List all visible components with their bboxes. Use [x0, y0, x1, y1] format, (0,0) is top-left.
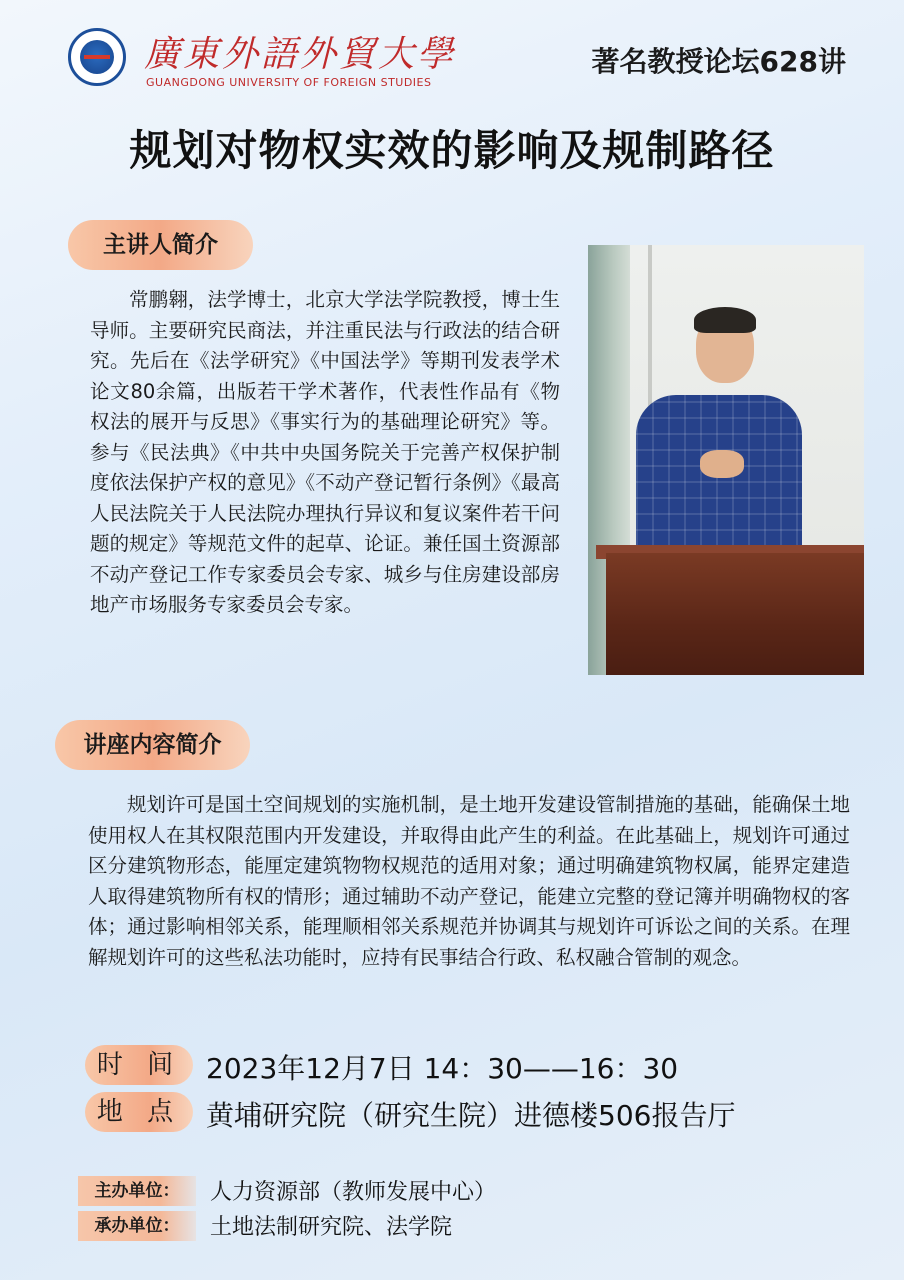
place-label: 地 点: [85, 1092, 193, 1132]
podium: [606, 553, 864, 675]
co-organizer-label: 承办单位：: [78, 1211, 196, 1241]
host-label: 主办单位：: [78, 1176, 196, 1206]
time-value: 2023年12月7日 14：30——16：30: [206, 1052, 679, 1085]
time-label: 时 间: [85, 1045, 193, 1085]
lecture-summary: 规划许可是国土空间规划的实施机制，是土地开发建设管制措施的基础，能确保土地使用权人在其权限范围内开发建设，并取得由此产生的利益。在此基础上，规划许可通过区分建筑物形态，能厘定建筑物物权规范的适用对象；通过明确建筑物权属，能界定建造人取得建筑物所有权的情形；通过辅助不动产登记，能建立完整的登记簿并明确物权的客体；通过影响相邻关系，能理顺相邻关系规范并协调其与规划许可诉讼之间的关系。在理解规划许可的这些私法功能时，应持有民事结合行政、私权融合管制的观念。: [88, 793, 850, 969]
university-name-cn: 廣東外語外貿大學: [144, 34, 457, 75]
speaker-bio: 常鹏翱，法学博士，北京大学法学院教授，博士生导师。主要研究民商法，并注重民法与行政法的结合研究。先后在《法学研究》《中国法学》等期刊发表学术论文80余篇，出版若干学术著作，代表性作品有《物权法的展开与反思》《事实行为的基础理论研究》等。参与《民法典》《中共中央国务院关于完善产权保护制度依法保护产权的意见》《不动产登记暂行条例》《最高人民法院关于人民法院办理执行异议和复议案件若干问题的规定》等规范文件的起草、论证。兼任国土资源部不动产登记工作专家委员会专家、城乡与住房建设部房地产市场服务专家委员会专家。: [90, 288, 560, 616]
host-value: 人力资源部（教师发展中心）: [210, 1180, 497, 1205]
speaker-photo: [588, 245, 864, 675]
university-logo: [60, 18, 457, 98]
forum-series: 著名教授论坛628讲: [591, 45, 846, 78]
place-value: 黄埔研究院（研究生院）进德楼506报告厅: [206, 1099, 736, 1132]
university-emblem-icon: [68, 28, 126, 86]
speaker-heading: 主讲人简介: [68, 220, 253, 270]
lecture-heading: 讲座内容简介: [55, 720, 250, 770]
university-name-en: GUANGDONG UNIVERSITY OF FOREIGN STUDIES: [146, 76, 432, 89]
co-organizer-value: 土地法制研究院、法学院: [210, 1215, 453, 1240]
page-title: 规划对物权实效的影响及规制路径: [129, 126, 775, 175]
